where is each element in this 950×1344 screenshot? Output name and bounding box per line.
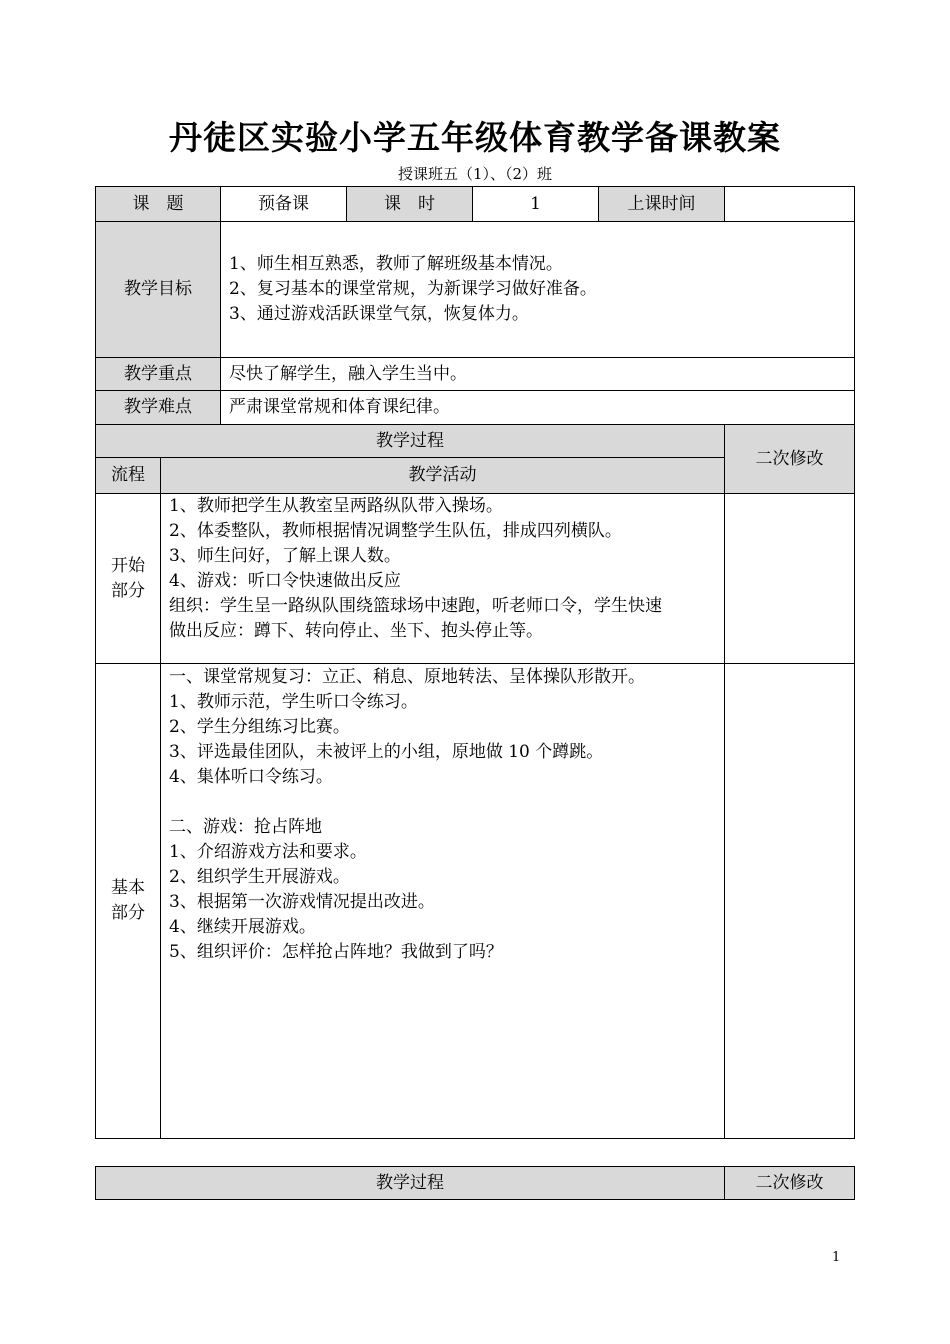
objective-line: 3、通过游戏活跃课堂气氛，恢复体力。	[229, 304, 529, 324]
key-point-label: 教学重点	[96, 358, 221, 391]
activity-line: 1、教师把学生从教室呈两路纵队带入操场。	[169, 496, 503, 516]
period-value: 1	[473, 187, 599, 222]
activity-line: 1、教师示范，学生听口令练习。	[169, 692, 418, 712]
time-value	[725, 187, 855, 222]
second-process-table	[95, 1166, 855, 1200]
lesson-plan-table	[95, 186, 855, 1139]
activity-line: 2、体委整队，教师根据情况调整学生队伍，排成四列横队。	[169, 521, 622, 541]
time-label: 上课时间	[599, 187, 725, 222]
class-subtitle: 授课班五（1）、（2）班	[397, 165, 553, 183]
activity-line: 3、评选最佳团队，未被评上的小组，原地做 10 个蹲跳。	[169, 742, 604, 762]
activity-line: 4、集体听口令练习。	[169, 767, 333, 787]
activity-line: 一、课堂常规复习：立正、稍息、原地转法、呈体操队形散开。	[169, 667, 645, 687]
second-revision-header: 二次修改	[725, 1167, 855, 1200]
activity-line: 5、组织评价：怎样抢占阵地？我做到了吗？	[169, 942, 503, 962]
activity-line: 做出反应：蹲下、转向停止、坐下、抱头停止等。	[169, 621, 543, 641]
activity-header: 教学活动	[161, 458, 725, 494]
activity-line: 1、介绍游戏方法和要求。	[169, 842, 367, 862]
opening-content	[161, 494, 725, 664]
activity-line: 组织：学生呈一路纵队围绕篮球场中速跑，听老师口令，学生快速	[169, 596, 662, 616]
activity-line: 3、师生问好，了解上课人数。	[169, 546, 401, 566]
basic-content	[161, 664, 725, 1139]
basic-label: 基本 部分	[96, 664, 161, 1139]
objective-line: 1、师生相互熟悉，教师了解班级基本情况。	[229, 254, 563, 274]
activity-line: 2、组织学生开展游戏。	[169, 867, 350, 887]
period-label: 课 时	[347, 187, 473, 222]
difficulty-label: 教学难点	[96, 391, 221, 425]
second-process-header: 教学过程	[96, 1167, 725, 1200]
page-number: 1	[832, 1250, 841, 1265]
basic-revision	[725, 664, 855, 1139]
key-point-value: 尽快了解学生，融入学生当中。	[221, 358, 855, 391]
activity-line: 4、继续开展游戏。	[169, 917, 316, 937]
opening-revision	[725, 494, 855, 664]
objective-line: 2、复习基本的课堂常规，为新课学习做好准备。	[229, 279, 597, 299]
difficulty-value: 严肃课堂常规和体育课纪律。	[221, 391, 855, 425]
objectives-label: 教学目标	[96, 222, 221, 358]
opening-label: 开始 部分	[96, 494, 161, 664]
process-header: 教学过程	[96, 425, 725, 458]
activity-line: 3、根据第一次游戏情况提出改进。	[169, 892, 435, 912]
topic-value: 预备课	[221, 187, 347, 222]
activity-line: 2、学生分组练习比赛。	[169, 717, 350, 737]
topic-label: 课 题	[96, 187, 221, 222]
objectives-content	[221, 222, 855, 358]
revision-header: 二次修改	[725, 425, 855, 494]
activity-line	[169, 790, 716, 815]
activity-line: 二、游戏：抢占阵地	[169, 817, 322, 837]
activity-line: 4、游戏：听口令快速做出反应	[169, 571, 401, 591]
flow-header: 流程	[96, 458, 161, 494]
page-title: 丹徒区实验小学五年级体育教学备课教案	[169, 118, 781, 157]
